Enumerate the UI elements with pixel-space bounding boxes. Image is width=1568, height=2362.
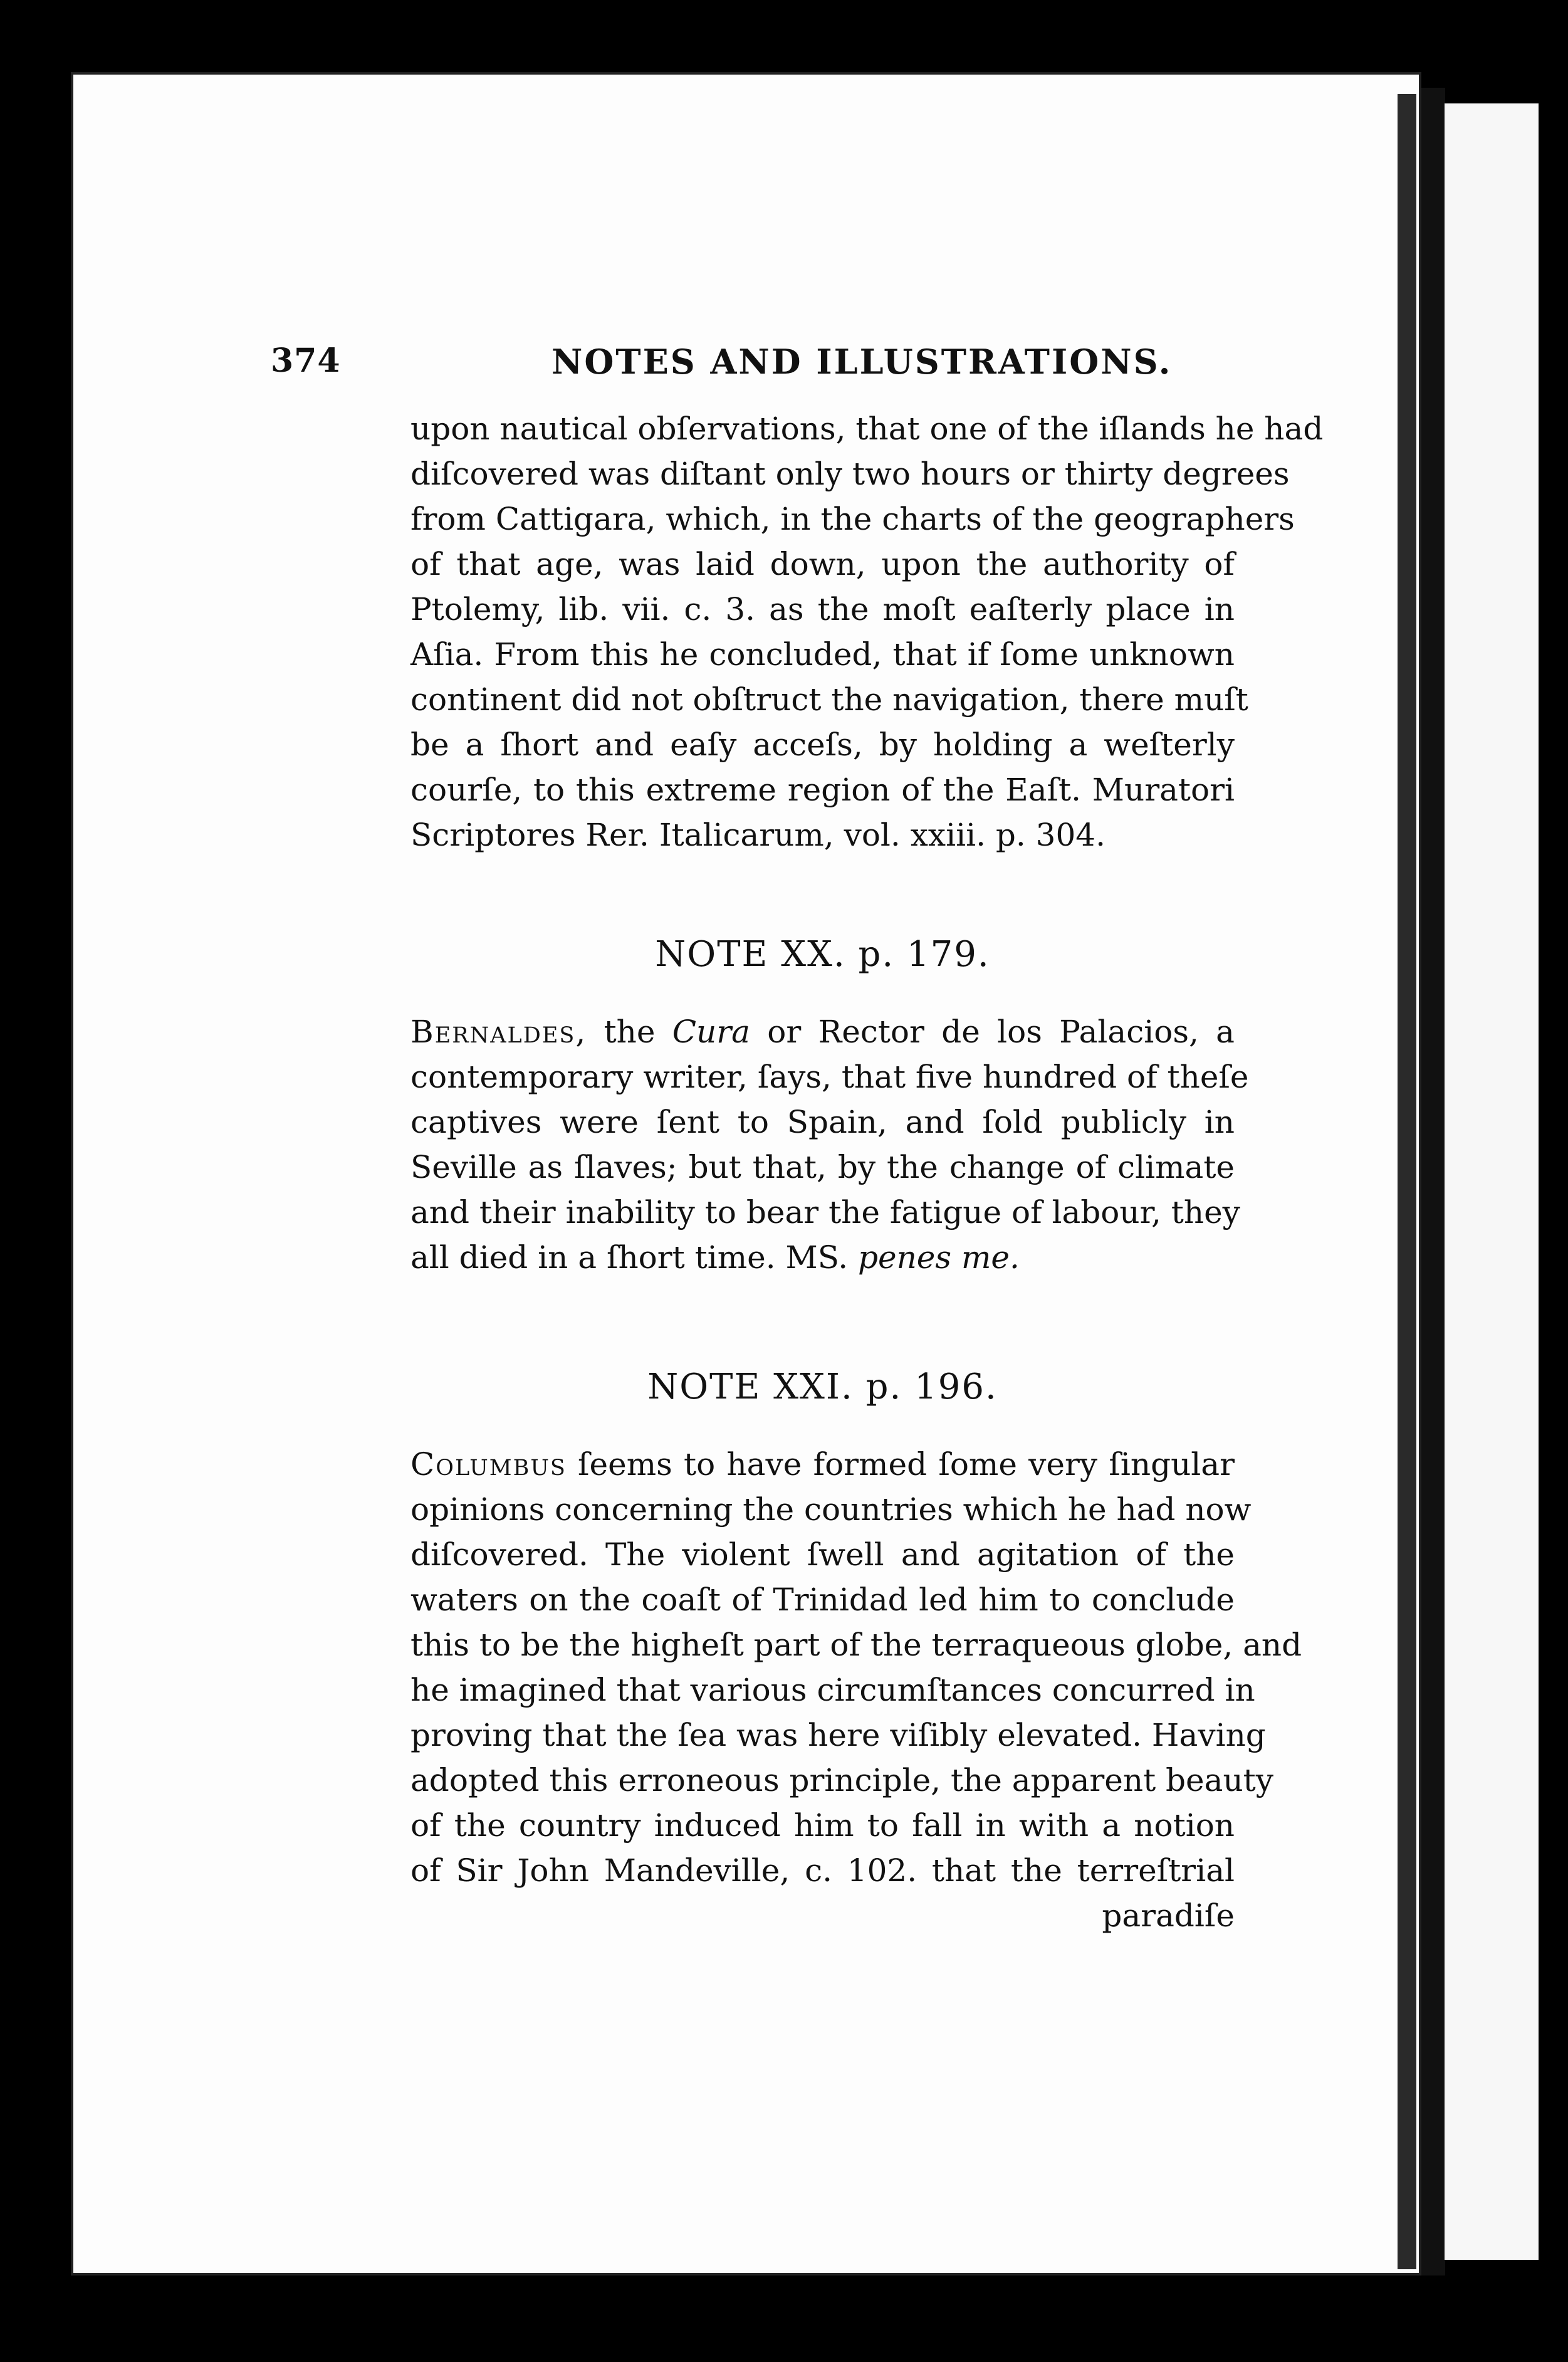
catchword: paradiſe (1102, 1897, 1235, 1934)
note-xx-paragraph (410, 1009, 1249, 1280)
italic-text: Cura (672, 1014, 750, 1050)
text-line: he imagined that various circumſtances concurred in (410, 1672, 1255, 1708)
text-line: of the country induced him to fall in with a notion (410, 1807, 1235, 1844)
lead-word: Columbus (410, 1446, 567, 1483)
text-line: of that age, was laid down, upon the authority of (410, 546, 1235, 582)
text-line: adopted this erroneous principle, the apparent beauty (410, 1762, 1274, 1798)
text-span: the (587, 1014, 672, 1050)
book-gutter (1418, 88, 1445, 2275)
text-line: diſcovered was diſtant only two hours or thirty degrees (410, 456, 1290, 492)
text-line (410, 1009, 1235, 1054)
text-line: this to be the higheſt part of the terraqueous globe, and (410, 1627, 1302, 1663)
text-line: diſcovered. The violent ſwell and agitation of the (410, 1536, 1235, 1573)
text-line: opinions concerning the countries which he had now (410, 1491, 1252, 1528)
text-line: courſe, to this extreme region of the Eaſt. Muratori (410, 772, 1235, 808)
text-line: Ptolemy, lib. vii. c. 3. as the moſt eaſterly place in (410, 591, 1235, 627)
page-number: 374 (271, 342, 341, 380)
text-span: or Rector de los Palacios, a (750, 1014, 1235, 1050)
continuation-paragraph (410, 406, 1324, 858)
text-span: all died in a ſhort time. MS. (410, 1239, 858, 1276)
text-line: Aſia. From this he concluded, that if ſome unknown (410, 636, 1235, 673)
running-head: NOTES AND ILLUSTRATIONS. (551, 342, 1173, 382)
text-line: Scriptores Rer. Italicarum, vol. xxiii. p. 304. (410, 817, 1105, 853)
text-line: contemporary writer, ſays, that five hundred of theſe (410, 1059, 1249, 1095)
page-header (0, 342, 1568, 392)
text-line: be a ſhort and eaſy acceſs, by holding a weſterly (410, 727, 1235, 763)
text-line: waters on the coaſt of Trinidad led him to conclude (410, 1582, 1235, 1618)
lead-word: Bernaldes, (410, 1014, 587, 1050)
text-span: ſeems to have formed ſome very ſingular (566, 1446, 1235, 1483)
text-line: Seville as ſlaves; but that, by the change of climate (410, 1149, 1235, 1185)
note-xxi-heading: NOTE XXI. p. 196. (647, 1367, 998, 1407)
text-line (410, 1235, 1235, 1280)
text-line: of Sir John Mandeville, c. 102. that the terreſtrial (410, 1852, 1235, 1889)
text-line (410, 1442, 1235, 1487)
facing-page-edge (1445, 103, 1539, 2260)
text-line: and their inability to bear the fatigue of labour, they (410, 1194, 1240, 1231)
text-line: from Cattigara, which, in the charts of the geographers (410, 501, 1295, 537)
text-line: captives were ſent to Spain, and ſold publicly in (410, 1104, 1235, 1140)
note-xxi-paragraph (410, 1442, 1302, 1938)
text-line: proving that the ſea was here viſibly elevated. Having (410, 1717, 1266, 1753)
text-line: continent did not obſtruct the navigation, there muſt (410, 681, 1248, 718)
italic-text: penes me. (858, 1239, 1020, 1276)
note-xx-heading: NOTE XX. p. 179. (655, 934, 990, 975)
text-line: upon nautical obſervations, that one of the iſlands he had (410, 411, 1324, 447)
page-shadow (1398, 94, 1416, 2269)
